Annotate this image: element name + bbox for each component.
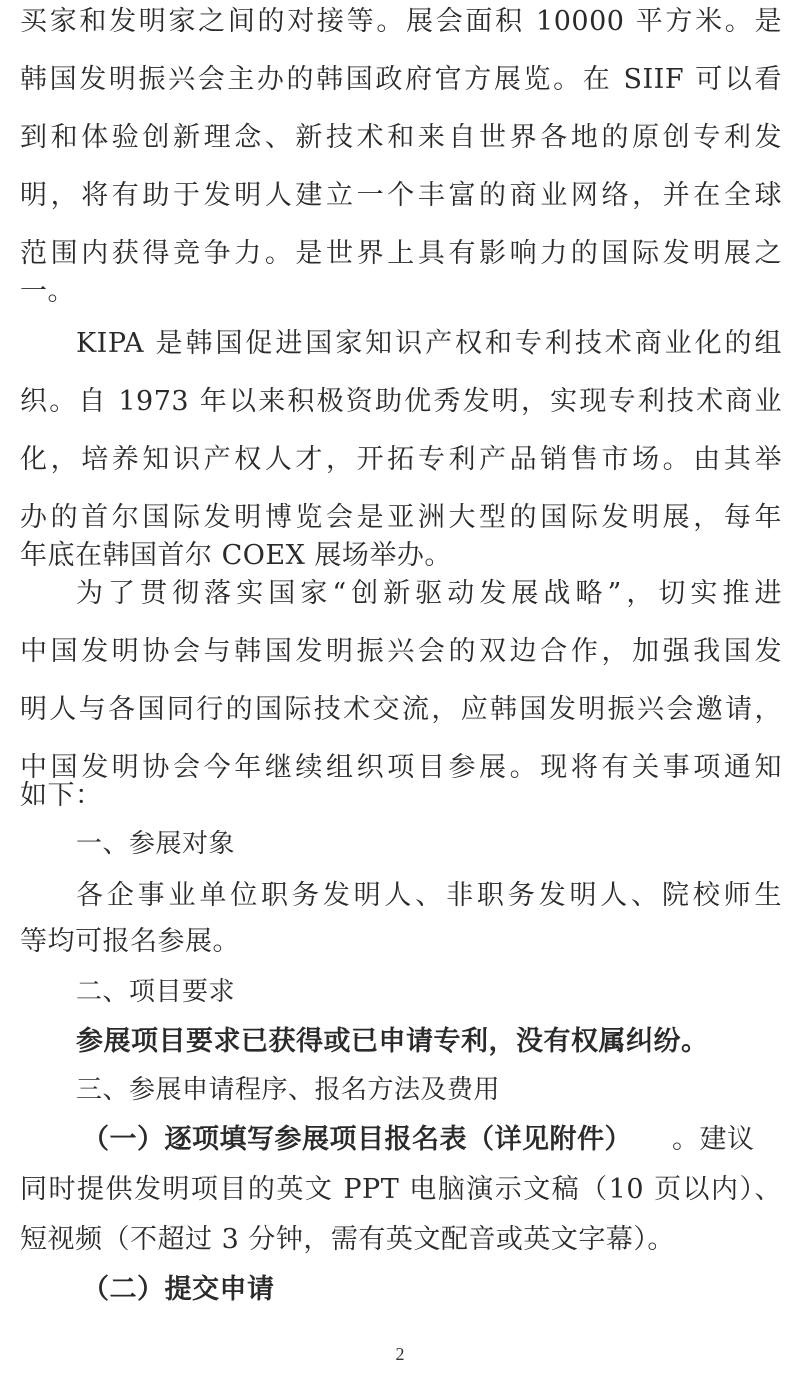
subsection-1-title: （一）逐项填写参展项目报名表（详见附件） [82, 1124, 632, 1155]
subsection-1-line-3: 短视频（不超过 3 分钟，需有英文配音或英文字幕）。 [20, 1224, 675, 1255]
purpose-paragraph-line-3: 明人与各国同行的国际技术交流，应韩国发明振兴会邀请， [20, 694, 782, 725]
paragraph-line-3: 到和体验创新理念、新技术和来自世界各地的原创专利发 [20, 122, 782, 153]
kipa-paragraph-line-3: 化，培养知识产权人才，开拓专利产品销售市场。由其举 [20, 444, 782, 475]
kipa-paragraph-line-5: 年底在韩国首尔 COEX 展场举办。 [20, 540, 452, 571]
paragraph-line-1: 买家和发明家之间的对接等。展会面积 10000 平方米。是 [20, 6, 782, 37]
subsection-2-title: （二）提交申请 [82, 1274, 275, 1305]
section-heading-2: 二、项目要求 [76, 977, 236, 1007]
section-heading-3: 三、参展申请程序、报名方法及费用 [76, 1075, 501, 1105]
purpose-paragraph-line-2: 中国发明协会与韩国发明振兴会的双边合作，加强我国发 [20, 636, 782, 667]
purpose-paragraph-line-4: 中国发明协会今年继续组织项目参展。现将有关事项通知 [20, 752, 782, 783]
paragraph-line-6: 一。 [20, 276, 75, 307]
paragraph-line-2: 韩国发明振兴会主办的韩国政府官方展览。在 SIIF 可以看 [20, 64, 782, 95]
section-heading-1: 一、参展对象 [76, 829, 236, 859]
paragraph-line-5: 范围内获得竞争力。是世界上具有影响力的国际发明展之 [20, 238, 782, 269]
section-1-line-2: 等均可报名参展。 [20, 926, 240, 957]
purpose-paragraph-line-1: 为了贯彻落实国家“创新驱动发展战略”，切实推进 [76, 578, 782, 609]
kipa-paragraph-line-4: 办的首尔国际发明博览会是亚洲大型的国际发明展，每年 [20, 502, 782, 533]
paragraph-line-4: 明，将有助于发明人建立一个丰富的商业网络，并在全球 [20, 180, 782, 211]
kipa-paragraph-line-1: KIPA 是韩国促进国家知识产权和专利技术商业化的组 [76, 328, 782, 359]
purpose-paragraph-line-5: 如下： [20, 780, 103, 811]
subsection-1-suggestion: 。建议 [672, 1124, 755, 1155]
page-number: 2 [395, 1344, 405, 1364]
kipa-paragraph-line-2: 织。自 1973 年以来积极资助优秀发明，实现专利技术商业 [20, 386, 782, 417]
section-2-requirement: 参展项目要求已获得或已申请专利，没有权属纠纷。 [76, 1026, 709, 1057]
subsection-1-line-2: 同时提供发明项目的英文 PPT 电脑演示文稿（10 页以内）、 [20, 1174, 782, 1205]
section-1-line-1: 各企事业单位职务发明人、非职务发明人、院校师生 [76, 880, 782, 911]
